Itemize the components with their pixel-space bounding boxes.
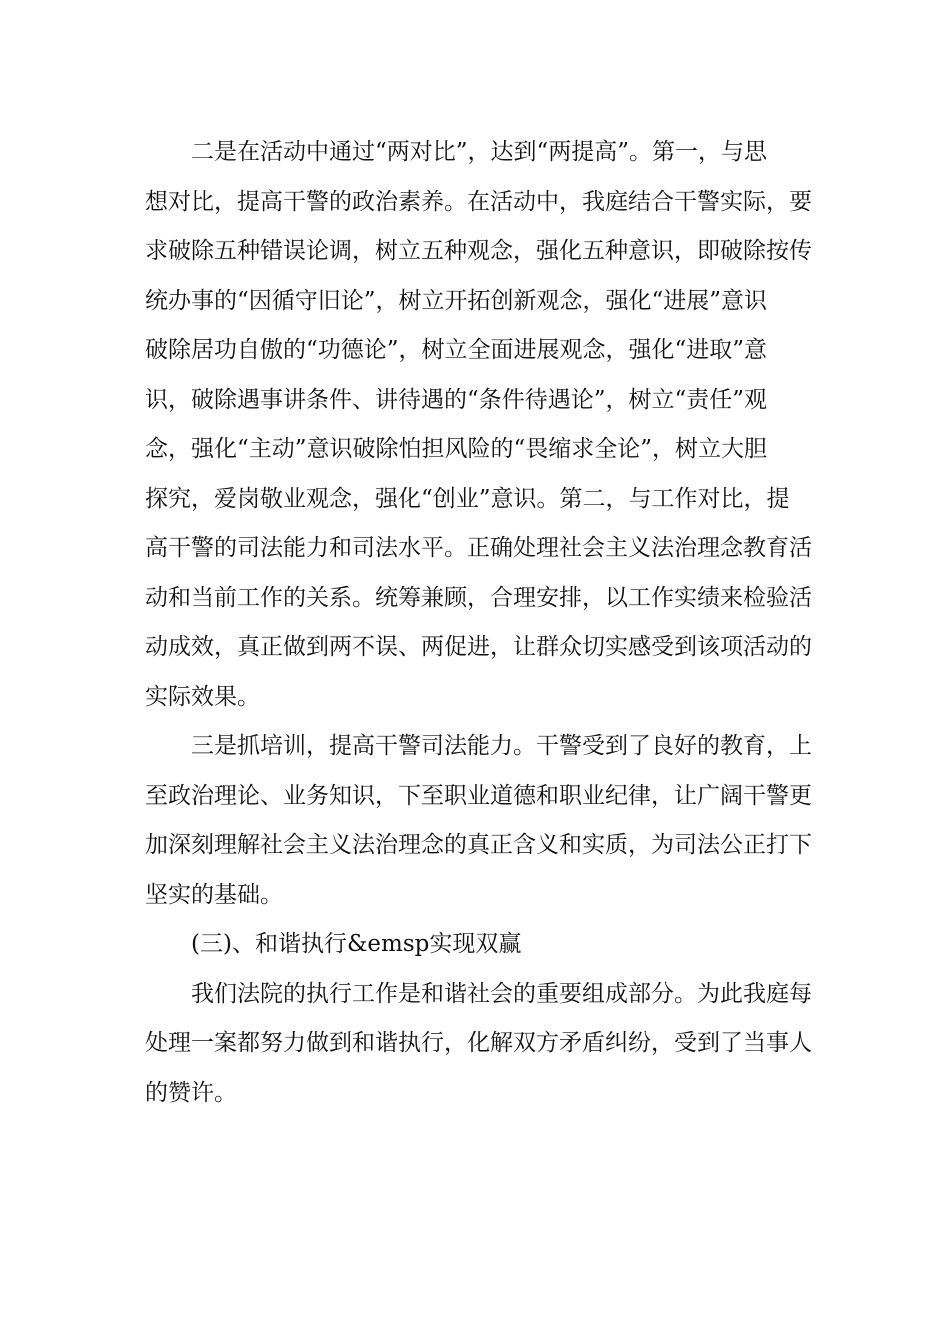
text-line: 探究，爱岗敬业观念，强化“创业”意识。第二，与工作对比，提 [145,485,790,512]
text-line: 三是抓培训，提高干警司法能力。干警受到了良好的教育，上 [191,733,812,759]
text-line: 高干警的司法能力和司法水平。正确处理社会主义法治理念教育活 [145,535,812,561]
text-line: 坚实的基础。 [145,881,283,908]
text-line: 二是在活动中通过“两对比”，达到“两提高”。第一，与思 [191,139,768,165]
text-line: 识，破除遇事讲条件、讲待遇的“条件待遇论”，树立“责任”观 [145,386,768,413]
text-line: 的赞许。 [145,1079,237,1106]
text-line: 念，强化“主动”意识破除怕担风险的“畏缩求全论”，树立大胆 [145,436,768,462]
text-line: 加深刻理解社会主义法治理念的真正含义和实质，为司法公正打下 [145,832,812,858]
text-line: 统办事的“因循守旧论”，树立开拓创新观念，强化“进展”意识 [145,287,768,314]
paragraph-harmonious-execution [145,970,810,1119]
section-heading [145,920,810,970]
text-line: 求破除五种错误论调，树立五种观念，强化五种意识，即破除按传 [145,238,812,264]
document-body [145,128,810,1118]
paragraph-training [145,722,810,920]
text-line: 动成效，真正做到两不误、两促进，让群众切实感受到该项活动的 [145,634,812,660]
heading-line: (三)、和谐执行&emsp实现双赢 [191,931,522,957]
paragraph-two-comparisons [145,128,810,722]
text-line: 处理一案都努力做到和谐执行，化解双方矛盾纠纷，受到了当事人 [145,1030,812,1056]
text-line: 想对比，提高干警的政治素养。在活动中，我庭结合干警实际，要 [145,188,812,215]
text-line: 动和当前工作的关系。统筹兼顾，合理安排，以工作实绩来检验活 [145,584,812,611]
text-line: 破除居功自傲的“功德论”，树立全面进展观念，强化“进取”意 [145,337,768,363]
text-line: 至政治理论、业务知识，下至职业道德和职业纪律，让广阔干警更 [145,782,812,809]
text-line: 我们法院的执行工作是和谐社会的重要组成部分。为此我庭每 [191,980,812,1007]
text-line: 实际效果。 [145,683,260,710]
